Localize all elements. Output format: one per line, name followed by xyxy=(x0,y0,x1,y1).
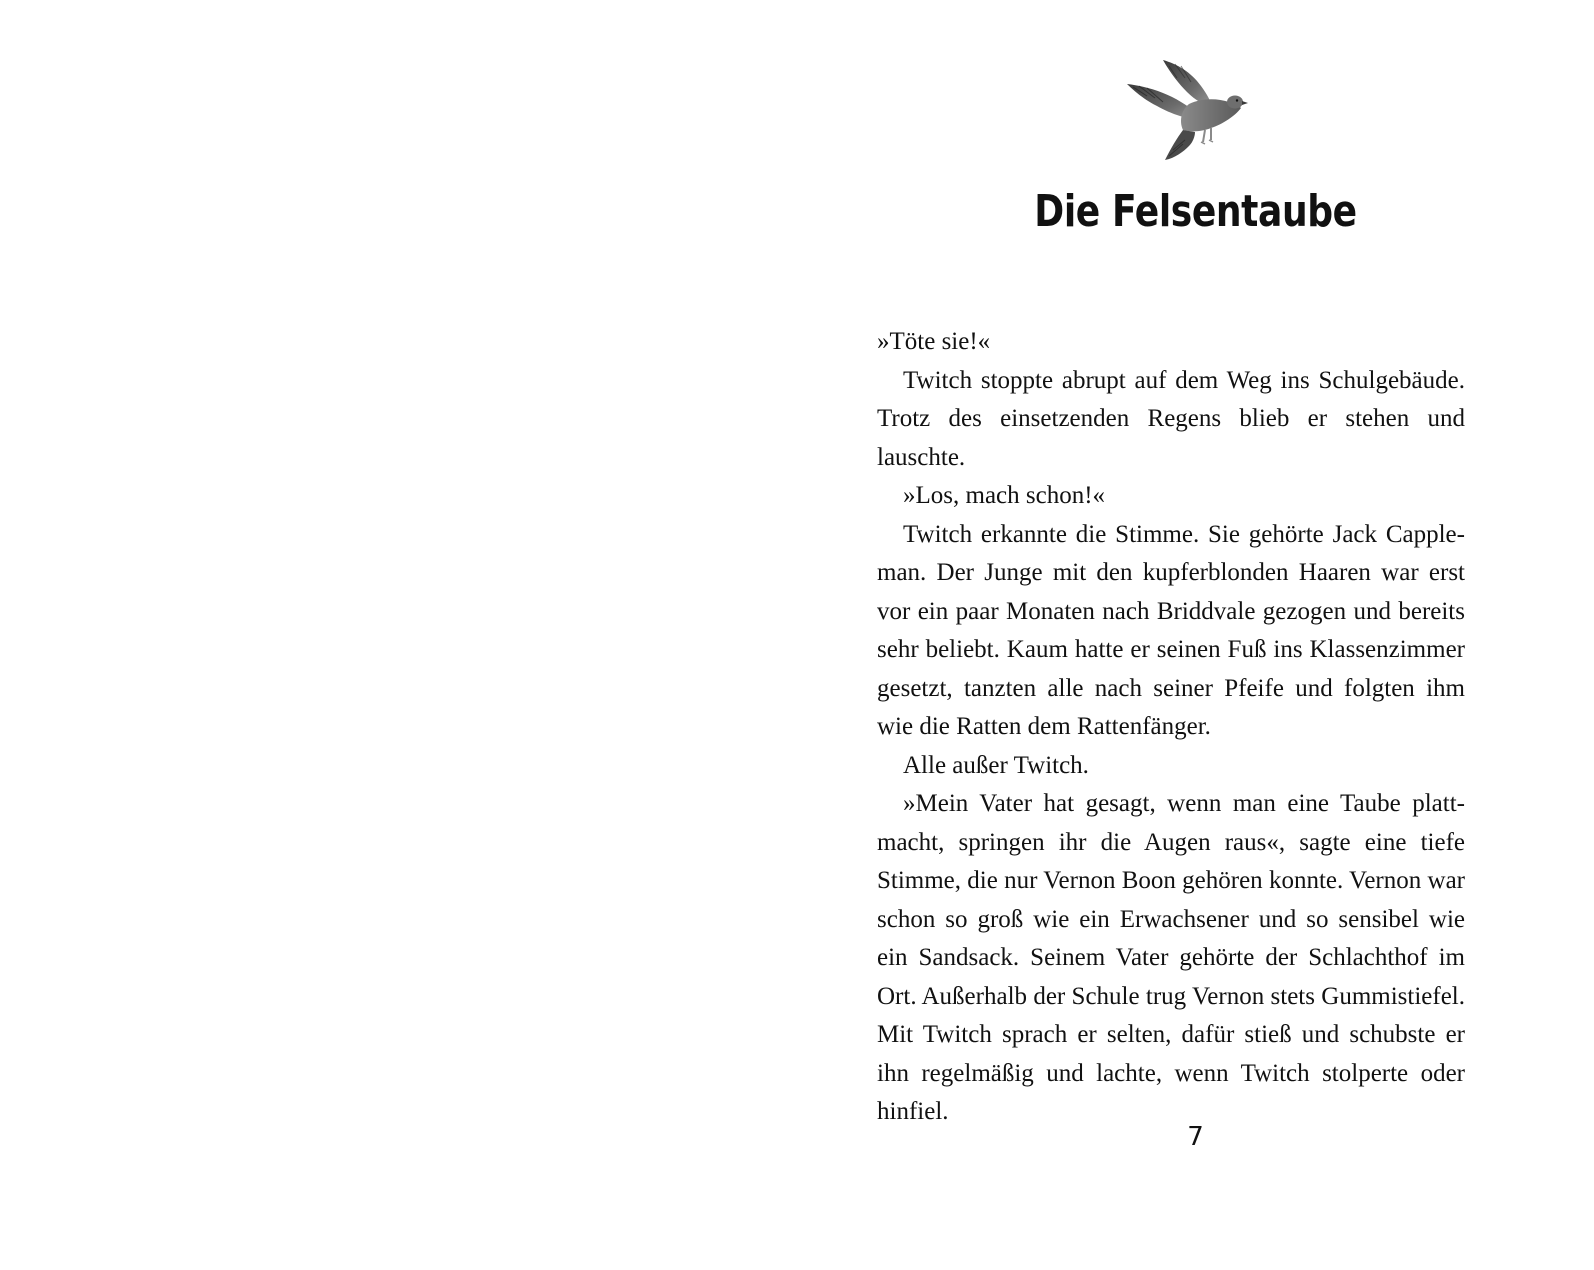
chapter-title: Die Felsentaube xyxy=(1034,186,1357,237)
chapter-body-text xyxy=(877,323,1465,1132)
paragraph: »Mein Vater hat gesagt, wenn man eine Taube plattmacht, springen ihr die Augen raus«, sagte eine tiefe Stimme, die nur Vernon Boon gehören konnte. Vernon war schon so groß wie ein Erwachsener und so sensibel wie ein Sandsack. Seinem Vater gehörte der Schlachthof im Ort. Außerhalb der Schule trug Vernon stets Gummistiefel. Mit Twitch sprach er selten, dafür stieß und schubste er ihn regelmäßig und lachte, wenn Twitch stolperte oder hinfiel. xyxy=(877,790,1465,1125)
paragraph: »Los, mach schon!« xyxy=(903,482,1106,509)
paragraph: Twitch erkannte die Stimme. Sie gehörte Jack Cappleman. Der Junge mit den kupferblonden Haaren war erst vor ein paar Monaten nach Briddvale gezogen und bereits sehr beliebt. Kaum hatte er seinen Fuß ins Klassenzimmer gesetzt, tanzten alle nach seiner Pfeife und folgten ihm wie die Ratten dem Rattenfänger. xyxy=(877,520,1465,740)
paragraph: »Töte sie!« xyxy=(877,328,991,355)
page-number: 7 xyxy=(1187,1122,1204,1152)
rock-dove-icon xyxy=(1125,56,1250,168)
paragraph: Twitch stoppte abrupt auf dem Weg ins Schulgebäude. Trotz des einsetzenden Regens blieb er stehen und lauschte. xyxy=(877,366,1465,471)
right-page xyxy=(797,0,1594,1270)
paragraph: Alle außer Twitch. xyxy=(903,751,1089,779)
